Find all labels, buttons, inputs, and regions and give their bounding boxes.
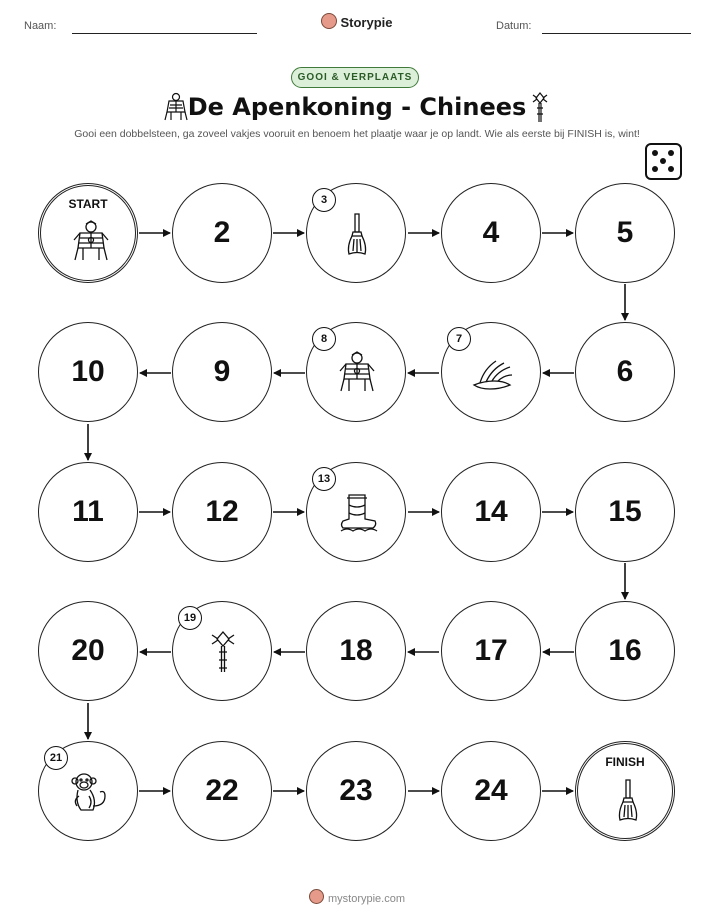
monkey-icon xyxy=(67,770,111,814)
board-cell xyxy=(172,322,272,422)
cell-number-badge: 13 xyxy=(312,467,336,491)
footer xyxy=(0,889,714,905)
cell-number: 4 xyxy=(482,216,500,249)
board-cell xyxy=(575,322,675,422)
board-cell xyxy=(38,601,138,701)
cell-number: 9 xyxy=(213,355,231,388)
board-cell xyxy=(441,741,541,841)
finish-label: FINISH xyxy=(605,755,645,769)
board-cell xyxy=(172,183,272,283)
board-cell xyxy=(38,741,138,841)
board-cell xyxy=(172,741,272,841)
cell-number: 2 xyxy=(213,216,231,249)
cell-number-badge: 8 xyxy=(312,327,336,351)
board-cell xyxy=(441,322,541,422)
board-cell xyxy=(306,601,406,701)
board-cell xyxy=(306,741,406,841)
cell-number-badge: 21 xyxy=(44,746,68,770)
cell-number: 10 xyxy=(71,355,105,388)
board-cell xyxy=(441,183,541,283)
cell-number: 17 xyxy=(474,634,508,667)
start-label: START xyxy=(68,197,108,211)
board-cell xyxy=(306,322,406,422)
board-cell xyxy=(575,462,675,562)
instructions: Gooi een dobbelsteen, ga zoveel vakjes vooruit en benoem het plaatje waar je op landt. Wie als eerste bij FINISH is, wint! xyxy=(74,128,640,140)
brand-name: Storypie xyxy=(340,15,393,30)
cell-number: 11 xyxy=(72,495,104,528)
cell-number: 16 xyxy=(608,634,642,667)
feather-wing-icon xyxy=(470,351,514,395)
cell-number: 23 xyxy=(339,774,373,807)
board-cell xyxy=(575,601,675,701)
board-cell xyxy=(38,322,138,422)
cell-number: 18 xyxy=(339,634,373,667)
cell-number: 12 xyxy=(205,495,239,528)
board-cell-finish xyxy=(575,741,675,841)
cell-number: 22 xyxy=(205,774,239,807)
storypie-logo-icon xyxy=(309,889,324,904)
board-cell-start xyxy=(38,183,138,283)
board-cell xyxy=(306,462,406,562)
cell-number: 20 xyxy=(71,634,105,667)
brush-icon xyxy=(335,212,379,256)
page-title: De Apenkoning - Chinees xyxy=(187,93,527,121)
board-cell xyxy=(306,183,406,283)
board-cell xyxy=(441,601,541,701)
magic-staff-icon xyxy=(201,630,245,674)
date-label: Datum: xyxy=(496,20,532,32)
game-type-badge: GOOI & VERPLAATS xyxy=(291,67,419,88)
warrior-armor-icon xyxy=(69,220,113,264)
board-cell xyxy=(172,601,272,701)
cell-number-badge: 3 xyxy=(312,188,336,212)
board-cell xyxy=(38,462,138,562)
cell-number: 24 xyxy=(474,774,508,807)
board-cell xyxy=(575,183,675,283)
cell-number-badge: 7 xyxy=(447,327,471,351)
cloud-boot-icon xyxy=(335,491,379,535)
cell-number-badge: 19 xyxy=(178,606,202,630)
board-cell xyxy=(172,462,272,562)
cell-number: 5 xyxy=(616,216,634,249)
cell-number: 6 xyxy=(616,355,634,388)
cell-number: 15 xyxy=(608,495,642,528)
board-cell xyxy=(441,462,541,562)
brush-icon xyxy=(606,778,650,822)
footer-url[interactable]: mystorypie.com xyxy=(327,893,406,905)
cell-number: 14 xyxy=(474,495,508,528)
name-label: Naam: xyxy=(24,20,57,32)
warrior-armor-icon xyxy=(335,351,379,395)
